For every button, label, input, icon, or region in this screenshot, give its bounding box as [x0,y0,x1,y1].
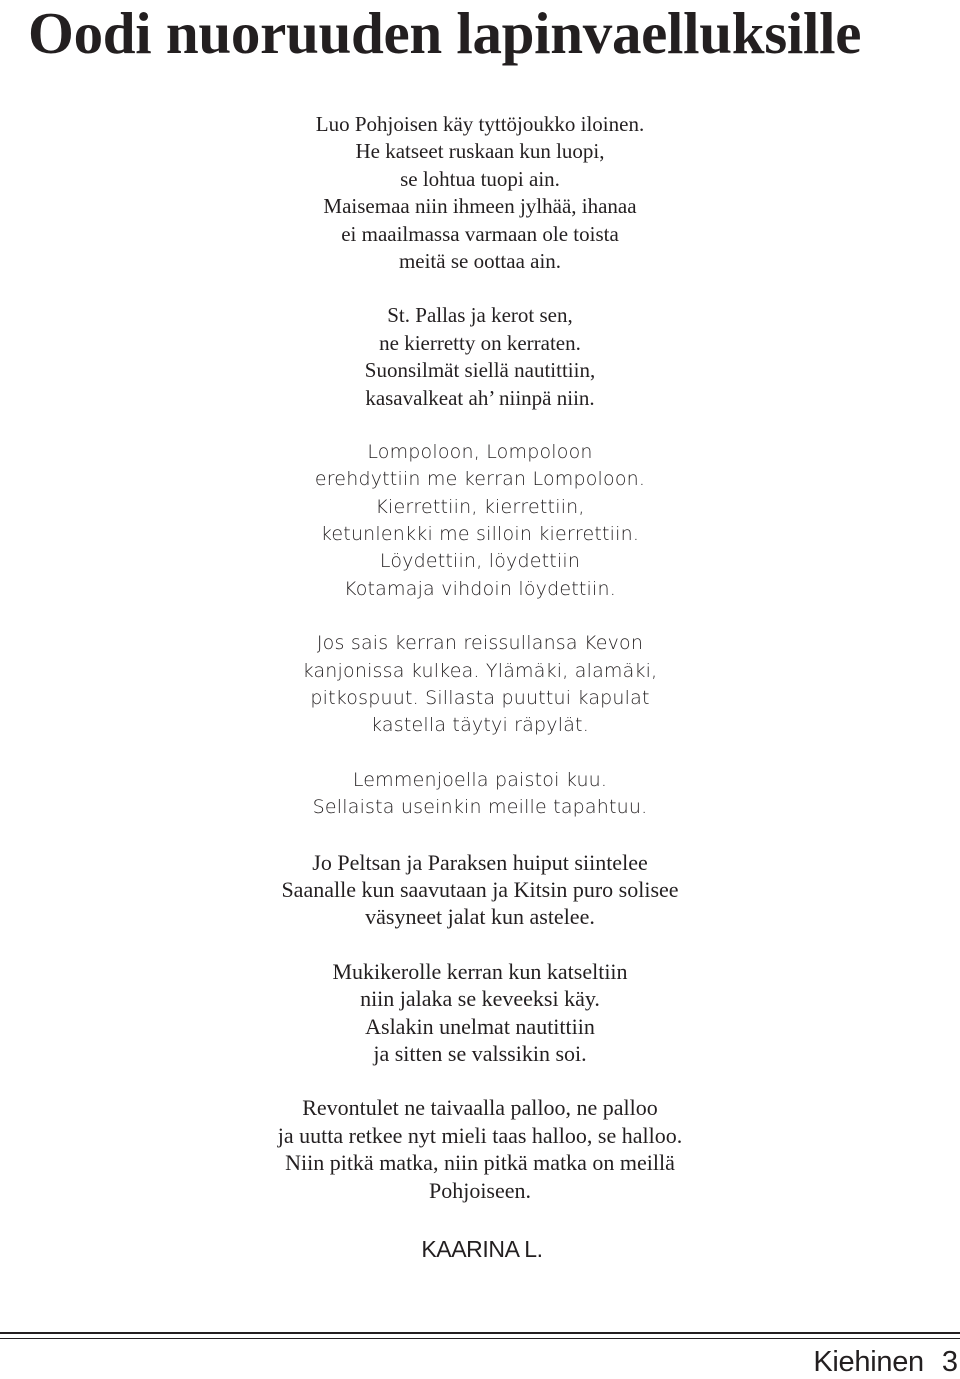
footer-rule-thick [0,1332,960,1334]
poem-line: St. Pallas ja kerot sen, [387,303,573,328]
stanza-2 [0,302,960,412]
stanza-1 [0,111,960,275]
poem-line: Jo Peltsan ja Paraksen huiput siintelee [312,849,648,875]
poem [0,111,960,1231]
poem-line: Sellaista useinkin meille tapahtuu. [312,796,648,819]
poem-line: meitä se oottaa ain. [398,248,562,273]
page-number: 3 [941,1346,958,1378]
poem-line: Saanalle kun saavutaan ja Kitsin puro solisee [281,876,679,902]
poem-line: Kotamaja vihdoin löydettiin. [344,577,616,600]
poem-line: Maisemaa niin ihmeen jylhää, ihanaa [323,194,637,219]
poem-line: se lohtua tuopi ain. [400,166,560,191]
poem-line: Suonsilmät siellä nautittiin, [364,358,596,383]
poem-line: Niin pitkä matka, niin pitkä matka on meillä [285,1150,675,1176]
page-footer [813,1345,958,1379]
poem-line: He katseet ruskaan kun luopi, [355,139,605,164]
poem-line: niin jalaka se keveeksi käy. [360,986,600,1012]
poem-line: Löydettiin, löydettiin [379,550,581,573]
poem-line: kastella täytyi räpylät. [371,714,589,737]
stanza-7 [0,958,960,1068]
page-title: Oodi nuoruuden lapinvaelluksille [28,0,862,66]
poem-line: kanjonissa kulkea. Ylämäki, alamäki, [302,659,658,682]
poem-line: Luo Pohjoisen käy tyttöjoukko iloinen. [315,112,645,136]
footer-rule-thin [0,1338,960,1339]
poem-line: ja uutta retkee nyt mieli taas halloo, se halloo. [277,1122,683,1148]
poem-line: Mukikerolle kerran kun katseltiin [332,958,628,984]
stanza-6 [0,849,960,931]
poem-line: ei maailmassa varmaan ole toista [341,221,619,246]
stanza-4 [0,630,960,740]
stanza-5 [0,767,960,822]
poem-line: väsyneet jalat kun astelee. [365,904,595,930]
poem-line: Kierrettiin, kierrettiin, [375,495,585,518]
author-signature: KAARINA L. [421,1236,543,1262]
poem-line: Aslakin unelmat nautittiin [365,1013,595,1039]
poem-line: erehdyttiin me kerran Lompoloon. [314,468,646,491]
poem-line: ne kierretty on kerraten. [379,330,581,355]
poem-line: Jos sais kerran reissullansa Kevon [316,632,644,655]
stanza-3 [0,439,960,603]
stanza-8 [0,1094,960,1204]
poem-line: Revontulet ne taivaalla palloo, ne palloo [302,1095,658,1121]
poem-line: Lemmenjoella paistoi kuu. [352,768,608,791]
poem-line: kasavalkeat ah’ niinpä niin. [365,385,595,410]
poem-line: pitkospuut. Sillasta puuttui kapulat [310,687,650,710]
publication-name: Kiehinen [813,1346,924,1378]
poem-line: ketunlenkki me silloin kierrettiin. [320,523,640,546]
poem-line: ja sitten se valssikin soi. [373,1040,587,1066]
poem-line: Pohjoiseen. [428,1177,532,1203]
poem-line: Lompoloon, Lompoloon [367,440,593,463]
